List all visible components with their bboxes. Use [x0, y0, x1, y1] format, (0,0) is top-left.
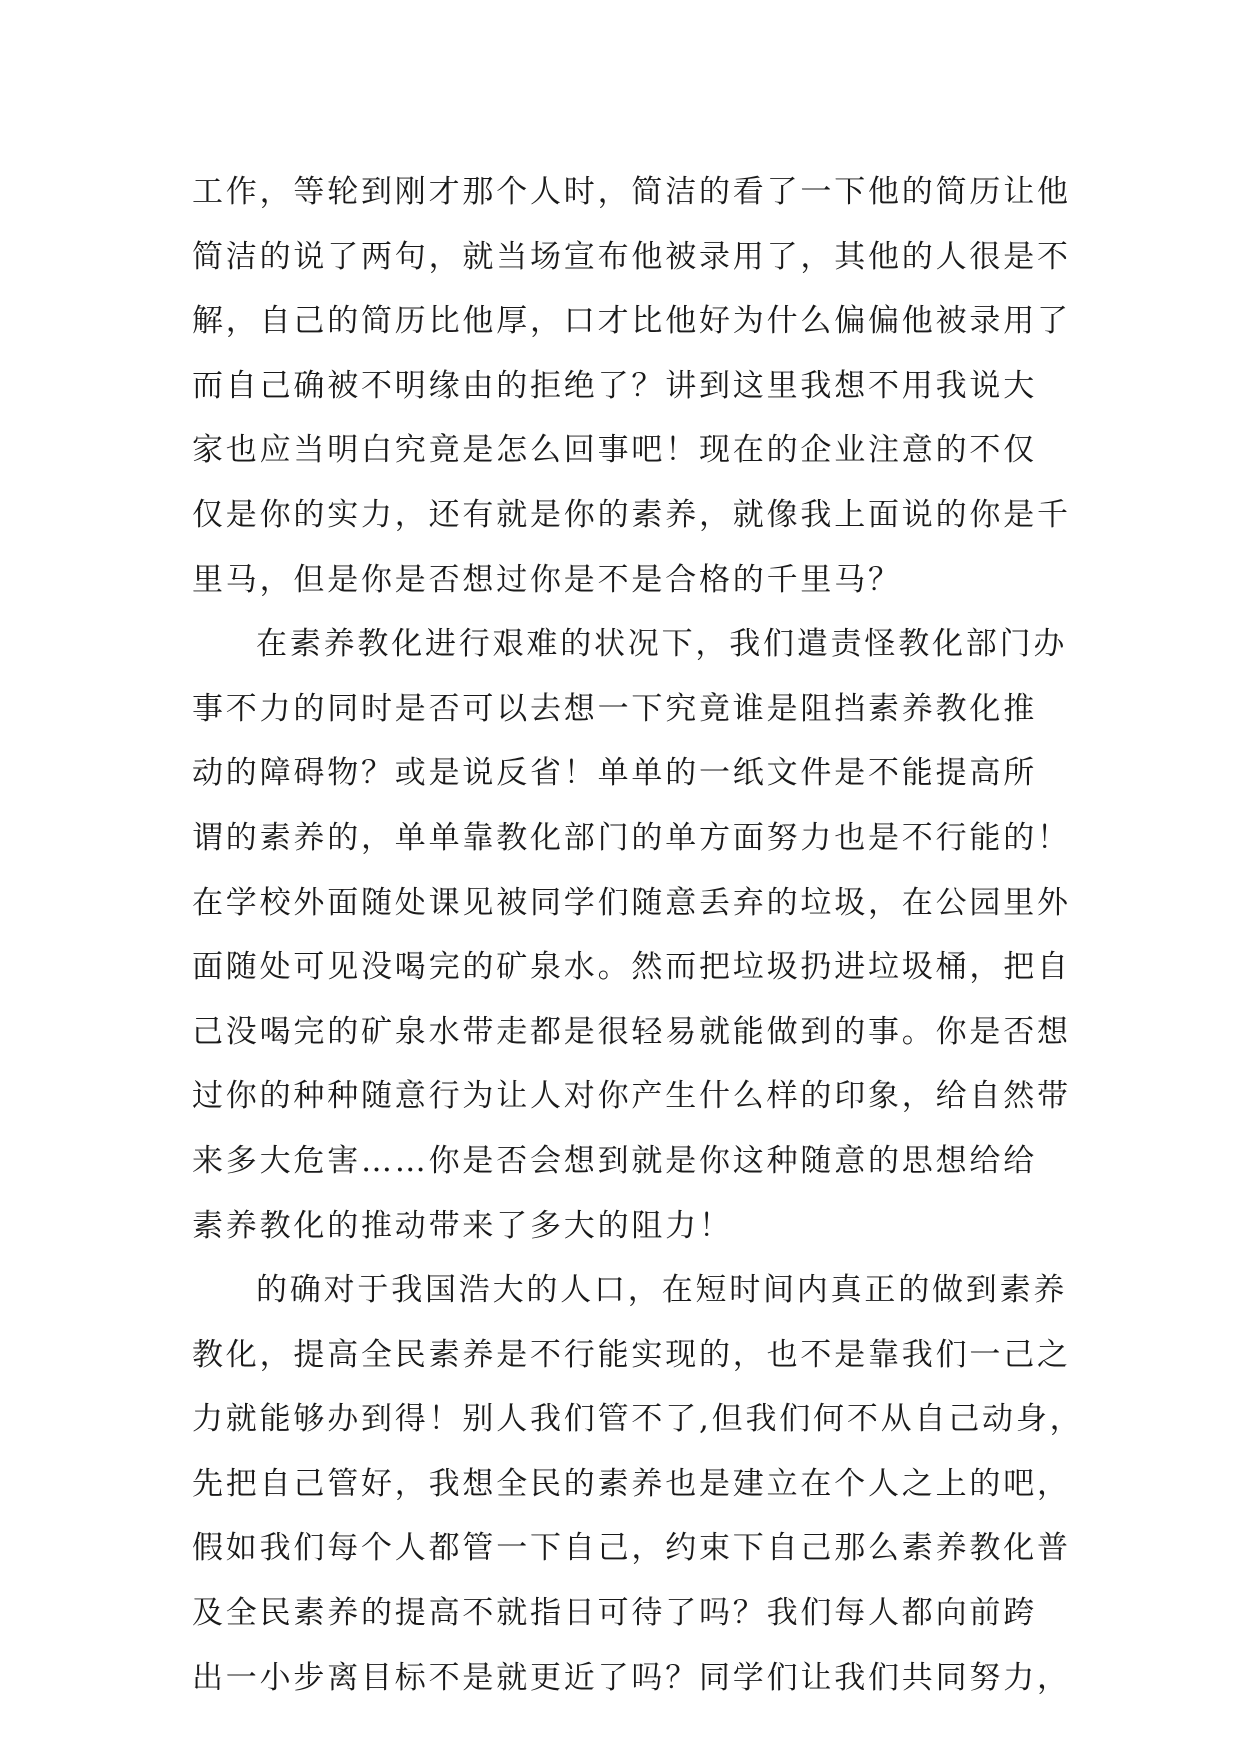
- text-line: 及全民素养的提高不就指日可待了吗？我们每人都向前跨: [192, 1595, 1037, 1632]
- text-line: 来多大危害……你是否会想到就是你这种随意的思想给给: [192, 1142, 1037, 1179]
- text-line: 家也应当明白究竟是怎么回事吧！现在的企业注意的不仅: [192, 432, 1037, 469]
- text-line: 过你的种种随意行为让人对你产生什么样的印象，给自然带: [192, 1078, 1071, 1115]
- text-line: 假如我们每个人都管一下自己，约束下自己那么素养教化普: [192, 1530, 1071, 1567]
- text-line: 仅是你的实力，还有就是你的素养，就像我上面说的你是千: [192, 496, 1071, 533]
- text-line: 而自己确被不明缘由的拒绝了？讲到这里我想不用我说大: [192, 367, 1037, 404]
- text-line: 的确对于我国浩大的人口，在短时间内真正的做到素养: [256, 1272, 1068, 1309]
- text-line: 己没喝完的矿泉水带走都是很轻易就能做到的事。你是否想: [192, 1013, 1071, 1050]
- text-line: 先把自己管好，我想全民的素养也是建立在个人之上的吧，: [192, 1465, 1071, 1502]
- text-line: 里马，但是你是否想过你是不是合格的千里马？: [192, 561, 902, 598]
- text-line: 面随处可见没喝完的矿泉水。然而把垃圾扔进垃圾桶，把自: [192, 949, 1071, 986]
- text-line: 在素养教化进行艰难的状况下，我们遣责怪教化部门办: [256, 626, 1068, 663]
- paragraph-2: [192, 612, 1072, 1258]
- text-line: 简洁的说了两句，就当场宣布他被录用了，其他的人很是不: [192, 238, 1071, 275]
- text-line: 出一小步离目标不是就更近了吗？同学们让我们共同努力，: [192, 1659, 1071, 1696]
- text-line: 谓的素养的，单单靠教化部门的单方面努力也是不行能的！: [192, 819, 1071, 856]
- document-body: [192, 160, 1084, 1710]
- text-line: 解，自己的简历比他厚，口才比他好为什么偏偏他被录用了: [192, 303, 1071, 340]
- text-line: 力就能够办到得！别人我们管不了,但我们何不从自己动身，: [192, 1401, 1084, 1438]
- text-line: 素养教化的推动带来了多大的阻力！: [192, 1207, 733, 1244]
- paragraph-1: [192, 160, 1072, 612]
- paragraph-3: [192, 1258, 1084, 1710]
- text-line: 教化，提高全民素养是不行能实现的，也不是靠我们一己之: [192, 1336, 1071, 1373]
- text-line: 动的障碍物？或是说反省！单单的一纸文件是不能提高所: [192, 755, 1037, 792]
- text-line: 工作，等轮到刚才那个人时，简洁的看了一下他的简历让他: [192, 174, 1071, 210]
- text-line: 在学校外面随处课见被同学们随意丢弃的垃圾，在公园里外: [192, 884, 1071, 921]
- text-line: 事不力的同时是否可以去想一下究竟谁是阻挡素养教化推: [192, 690, 1037, 727]
